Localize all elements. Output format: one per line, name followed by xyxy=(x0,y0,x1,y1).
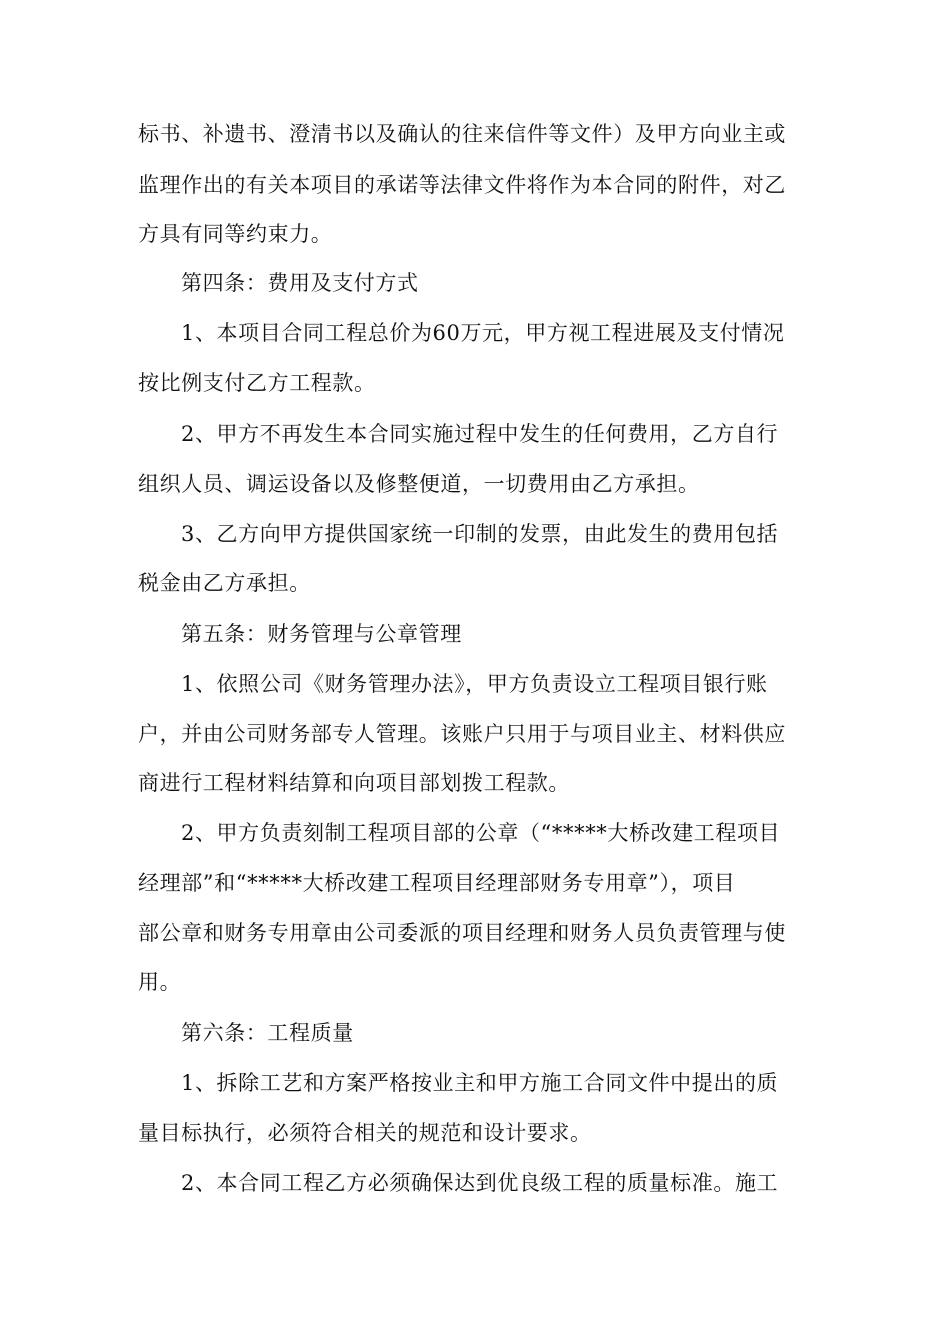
body-text-line: 1、拆除工艺和方案严格按业主和甲方施工合同文件中提出的质 xyxy=(181,1071,779,1095)
body-text-line: 商进行工程材料结算和向项目部划拨工程款。 xyxy=(138,771,570,795)
body-text-line: 2、甲方不再发生本合同实施过程中发生的任何费用，乙方自行 xyxy=(181,422,779,446)
body-text-line: 监理作出的有关本项目的承诺等法律文件将作为本合同的附件，对乙 xyxy=(138,173,786,197)
body-text-line: 1、依照公司《财务管理办法》，甲方负责设立工程项目银行账 xyxy=(181,672,768,696)
body-text-line: 税金由乙方承担。 xyxy=(138,571,311,595)
body-text-line: 2、甲方负责刻制工程项目部的公章（“*****大桥改建工程项目 xyxy=(181,821,781,845)
body-text-line: 部公章和财务专用章由公司委派的项目经理和财务人员负责管理与使 xyxy=(138,921,786,945)
section-heading-article-4: 第四条：费用及支付方式 xyxy=(181,271,419,295)
body-text-line: 户，并由公司财务部专人管理。该账户只用于与项目业主、材料供应 xyxy=(138,722,786,746)
section-heading-article-6: 第六条：工程质量 xyxy=(181,1021,354,1045)
body-text-line: 1、本项目合同工程总价为60万元，甲方视工程进展及支付情况 xyxy=(181,321,785,345)
body-text-line: 按比例支付乙方工程款。 xyxy=(138,371,376,395)
body-text-line: 用。 xyxy=(138,970,182,994)
body-text-line: 量目标执行，必须符合相关的规范和设计要求。 xyxy=(138,1121,592,1145)
body-text-line: 标书、补遗书、澄清书以及确认的往来信件等文件）及甲方向业主或 xyxy=(138,122,786,146)
body-text-line: 组织人员、调运设备以及修整便道，一切费用由乙方承担。 xyxy=(138,472,700,496)
body-text-line: 方具有同等约束力。 xyxy=(138,222,333,246)
body-text-line: 3、乙方向甲方提供国家统一印制的发票，由此发生的费用包括 xyxy=(181,522,779,546)
body-text-line: 经理部”和“*****大桥改建工程项目经理部财务专用章”），项目 xyxy=(138,871,736,895)
section-heading-article-5: 第五条：财务管理与公章管理 xyxy=(181,622,462,646)
body-text-line: 2、本合同工程乙方必须确保达到优良级工程的质量标准。施工 xyxy=(181,1171,779,1195)
